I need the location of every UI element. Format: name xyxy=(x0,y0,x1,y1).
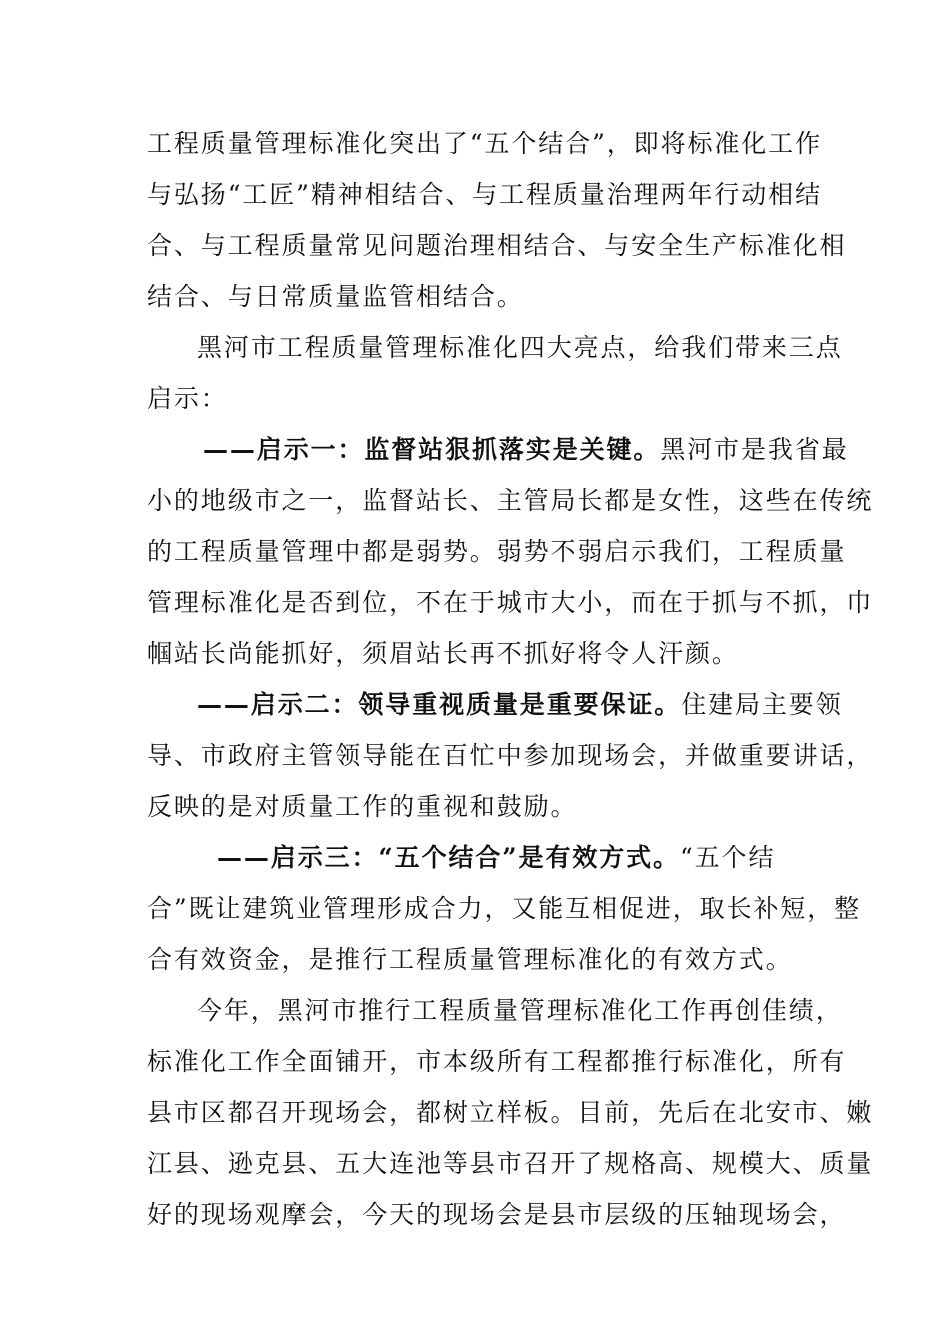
body-text-line: 导、市政府主管领导能在百忙中参加现场会，并做重要讲话， xyxy=(147,741,874,770)
body-text-line: 黑河市工程质量管理标准化四大亮点，给我们带来三点 xyxy=(197,333,843,362)
body-text-line: 合有效资金，是推行工程质量管理标准化的有效方式。 xyxy=(147,945,793,974)
body-text-span: 黑河市是我省最 xyxy=(660,435,849,464)
body-text-line: 反映的是对质量工作的重视和鼓励。 xyxy=(147,792,578,821)
body-text-line: 启示： xyxy=(147,384,228,413)
body-text-line: 江县、逊克县、五大连池等县市召开了规格高、规模大、质量 xyxy=(147,1149,874,1178)
body-text-line: 标准化工作全面铺开，市本级所有工程都推行标准化，所有 xyxy=(147,1047,847,1076)
insight-one-line xyxy=(203,433,849,467)
body-text-line: 小的地级市之一，监督站长、主管局长都是女性，这些在传统 xyxy=(147,486,874,515)
body-text-line: 的工程质量管理中都是弱势。弱势不弱启示我们，工程质量 xyxy=(147,537,847,566)
body-text-line: 今年，黑河市推行工程质量管理标准化工作再创佳绩， xyxy=(197,996,843,1025)
insight-one-heading: ——启示一：监督站狠抓落实是关键。 xyxy=(203,435,661,464)
body-text-span: 住建局主要领 xyxy=(681,690,843,719)
body-text-line: 合”既让建筑业管理形成合力，又能互相促进，取长补短，整 xyxy=(147,894,862,923)
body-text-line: 帼站长尚能抓好，须眉站长再不抓好将令人汗颜。 xyxy=(147,639,739,668)
insight-three-heading: ——启示三：“五个结合”是有效方式。 xyxy=(217,843,680,872)
insight-three-line xyxy=(217,841,807,875)
insight-two-heading: ——启示二：领导重视质量是重要保证。 xyxy=(197,690,682,719)
body-text-line: 管理标准化是否到位，不在于城市大小，而在于抓与不抓，巾 xyxy=(147,588,874,617)
body-text-line: 合、与工程质量常见问题治理相结合、与安全生产标准化相 xyxy=(147,231,847,260)
body-text-line: 工程质量管理标准化突出了“五个结合”，即将标准化工作 xyxy=(147,129,822,158)
body-text-span: “五个结 xyxy=(679,843,776,872)
insight-two-line xyxy=(197,688,843,722)
body-text-line: 好的现场观摩会，今天的现场会是县市层级的压轴现场会， xyxy=(147,1200,847,1229)
body-text-line: 与弘扬“工匠”精神相结合、与工程质量治理两年行动相结 xyxy=(147,180,822,209)
body-text-line: 结合、与日常质量监管相结合。 xyxy=(147,282,524,311)
body-text-line: 县市区都召开现场会，都树立样板。目前，先后在北安市、嫩 xyxy=(147,1098,874,1127)
